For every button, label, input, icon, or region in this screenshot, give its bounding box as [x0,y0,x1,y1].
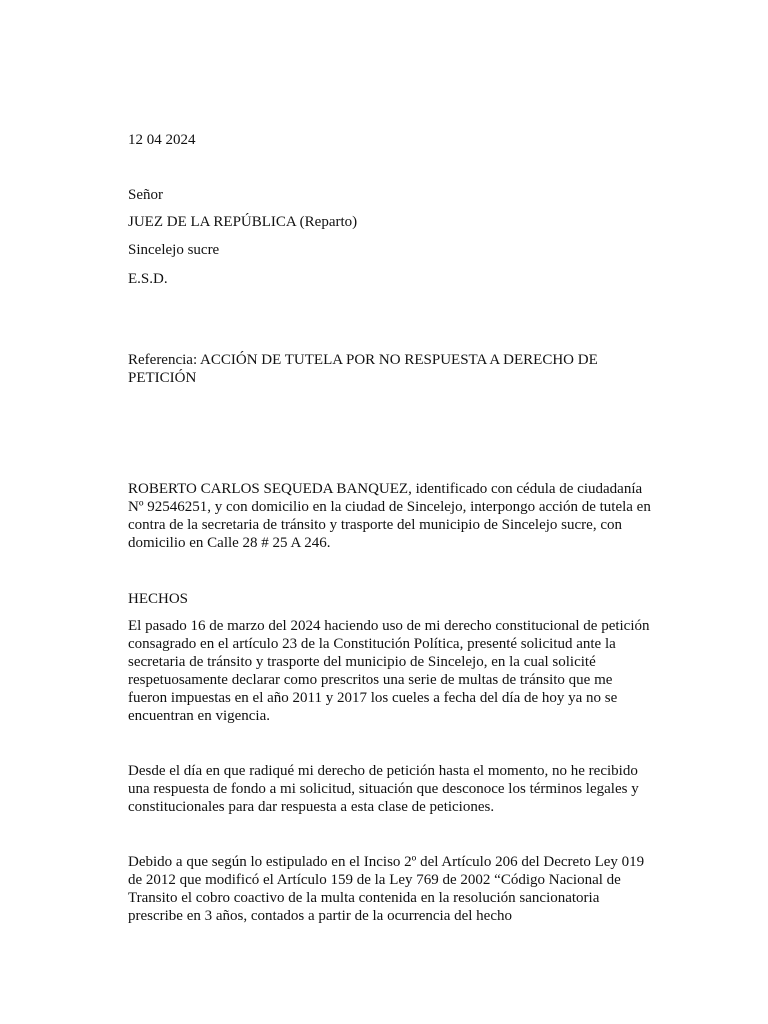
paragraph-line: secretaria de tránsito y trasporte del municipio de Sincelejo, en la cual solicité [128,654,596,670]
paragraph-line: Nº 92546251, y con domicilio en la ciudad de Sincelejo, interpongo acción de tutela en [128,499,651,515]
paragraph-line: domicilio en Calle 28 # 25 A 246. [128,535,331,551]
paragraph-line: una respuesta de fondo a mi solicitud, situación que desconoce los términos legales y [128,781,639,797]
paragraph-line: de 2012 que modificó el Artículo 159 de la Ley 769 de 2002 “Código Nacional de [128,872,621,888]
paragraph-line: Transito el cobro coactivo de la multa contenida en la resolución sancionatoria [128,890,600,906]
reference [128,351,673,387]
recipient: JUEZ DE LA REPÚBLICA (Reparto) [128,214,358,230]
paragraph-line: fueron impuestas en el año 2011 y 2017 los cueles a fecha del día de hoy ya no se [128,690,618,706]
fact-paragraph-2 [128,762,673,816]
reference-line: PETICIÓN [128,370,197,386]
facts-heading: HECHOS [128,591,189,607]
letter-date: 12 04 2024 [128,132,196,148]
paragraph-line: constitucionales para dar respuesta a esta clase de peticiones. [128,799,495,815]
paragraph-line: encuentran en vigencia. [128,708,271,724]
paragraph-line: contra de la secretaria de tránsito y trasporte del municipio de Sincelejo sucre, con [128,517,622,533]
salutation: Señor [128,187,163,203]
paragraph-line: Debido a que según lo estipulado en el Inciso 2º del Artículo 206 del Decreto Ley 019 [128,854,645,870]
paragraph-line: prescribe en 3 años, contados a partir de la ocurrencia del hecho [128,908,512,924]
fact-paragraph-3 [128,853,673,925]
paragraph-line: ROBERTO CARLOS SEQUEDA BANQUEZ, identificado con cédula de ciudadanía [128,481,643,497]
paragraph-line: consagrado en el artículo 23 de la Constitución Política, presenté solicitud ante la [128,636,616,652]
esd: E.S.D. [128,271,168,287]
paragraph-line: Desde el día en que radiqué mi derecho de petición hasta el momento, no he recibido [128,763,638,779]
recipient-city: Sincelejo sucre [128,242,220,258]
paragraph-line: respetuosamente declarar como prescritos una serie de multas de tránsito que me [128,672,613,688]
intro-paragraph [128,480,673,552]
reference-line: Referencia: ACCIÓN DE TUTELA POR NO RESPUESTA A DERECHO DE [128,352,598,368]
paragraph-line: El pasado 16 de marzo del 2024 haciendo uso de mi derecho constitucional de petición [128,618,650,634]
fact-paragraph-1 [128,617,673,725]
